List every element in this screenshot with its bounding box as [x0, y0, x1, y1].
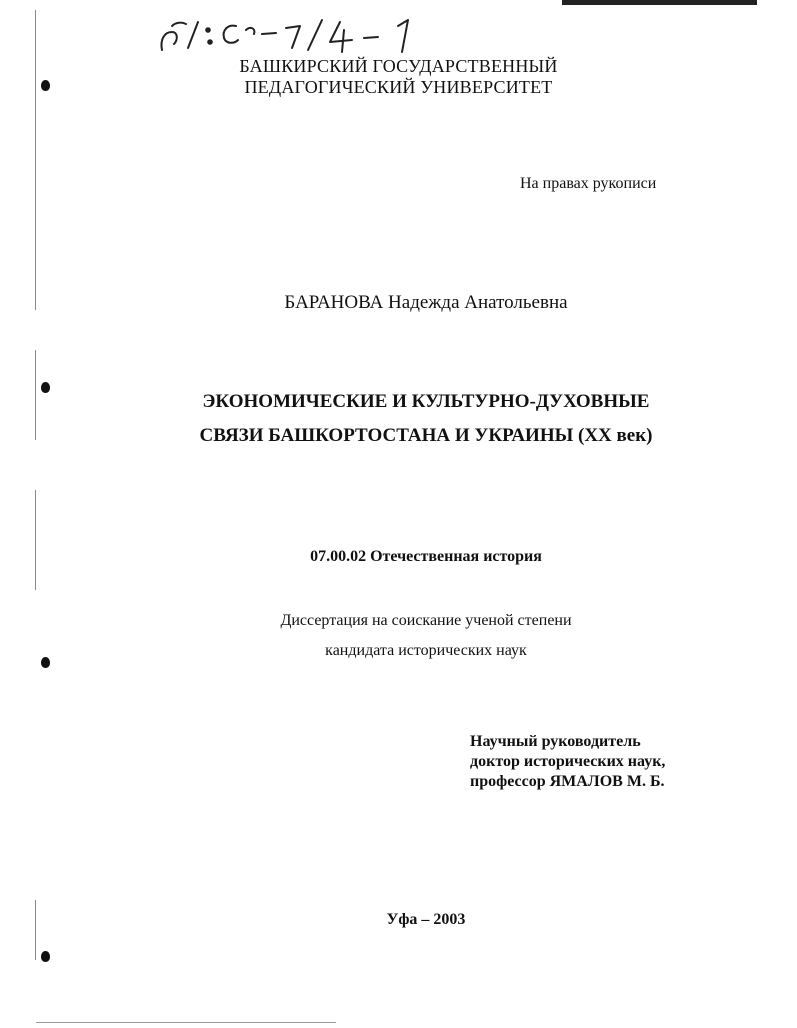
handwritten-stroke [188, 22, 198, 48]
degree-line-1: Диссертация на соискание ученой степени [280, 612, 572, 629]
supervisor-line-1: Научный руководитель [470, 733, 641, 750]
university-header [0, 56, 797, 98]
handwritten-stroke [286, 26, 300, 48]
handwritten-stroke [308, 20, 322, 50]
dissertation-title [0, 385, 797, 453]
scan-bottom-line [36, 1022, 336, 1023]
degree-line-2: кандидата исторических наук [325, 642, 527, 659]
handwritten-stroke [330, 22, 352, 52]
rights-note: На правах рукописи [520, 175, 657, 192]
handwritten-stroke [161, 32, 176, 50]
scan-left-margin-line [35, 10, 36, 310]
dissertation-degree [0, 606, 797, 666]
handwritten-stroke [206, 28, 210, 32]
scan-top-bar [562, 0, 757, 5]
scan-left-margin-line [35, 490, 36, 590]
handwritten-library-code [158, 16, 438, 56]
handwritten-stroke [224, 26, 238, 43]
specialty-code: 07.00.02 Отечественная история [310, 548, 542, 565]
handwritten-stroke [262, 33, 276, 34]
title-line-1: ЭКОНОМИЧЕСКИЕ И КУЛЬТУРНО-ДУХОВНЫЕ [202, 391, 650, 412]
supervisor-line-3: профессор ЯМАЛОВ М. Б. [470, 773, 665, 790]
handwritten-stroke [172, 23, 186, 26]
supervisor-line-2: доктор исторических наук, [470, 753, 666, 770]
handwritten-stroke [398, 20, 408, 52]
handwritten-note-text: б/:оч-7/4-1 [158, 16, 163, 17]
scan-left-margin-line [35, 900, 36, 960]
handwritten-stroke [364, 37, 378, 38]
author-name: БАРАНОВА Надежда Анатольевна [284, 292, 568, 313]
handwritten-stroke [246, 28, 254, 34]
title-line-2: СВЯЗИ БАШКОРТОСТАНА И УКРАИНЫ (XX век) [199, 425, 653, 446]
binding-hole-mark [41, 951, 50, 962]
university-line-1: БАШКИРСКИЙ ГОСУДАРСТВЕННЫЙ [239, 56, 558, 76]
city-year: Уфа – 2003 [386, 911, 466, 928]
handwritten-stroke [208, 40, 212, 44]
university-line-2: ПЕДАГОГИЧЕСКИЙ УНИВЕРСИТЕТ [244, 77, 553, 97]
supervisor-block [470, 732, 665, 792]
